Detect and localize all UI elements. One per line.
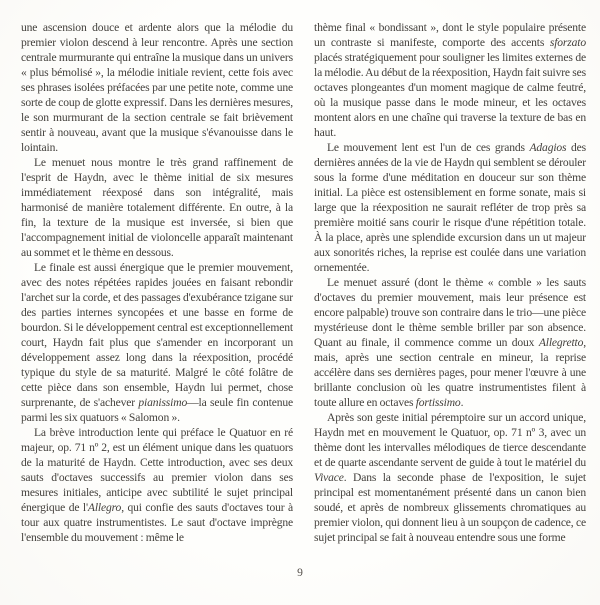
paragraph: [314, 275, 586, 410]
musical-term: Allegretto: [538, 336, 584, 349]
paragraph: [21, 425, 293, 545]
body-text: La brève introduction lente qui préface le Quatuor en ré majeur, op. 71 nº 2, est un élément unique dans les quatuors de la maturité de Haydn. Cette introduction, avec ses deux sauts d'octaves successifs au premier violon dans ses mesures initiales, anticipe avec subtilité le sujet principal énergique de l': [21, 426, 293, 514]
body-text: placés stratégiquement pour souligner les limites externes de la mélodie. Au début de la réexposition, Haydn fait suivre ses octaves plongeantes d'un moment magique de calme feutré, où la musique passe dans le mode mineur, et les octaves montent alors en une chaîne qui traverse la texture de bas en haut.: [314, 51, 586, 139]
paragraph: [21, 20, 293, 155]
body-text: thème final « bondissant », dont le style populaire présente un contraste si manifeste, comporte des accents: [314, 21, 586, 49]
page-number: 9: [297, 567, 303, 579]
body-text: Le mouvement lent est l'un de ces grands: [327, 141, 530, 154]
musical-term: Allegro: [87, 501, 122, 514]
paragraph: [21, 155, 293, 260]
body-text: Le menuet assuré (dont le thème « comble » les sauts d'octaves du premier mouvement, mais leur présence est encore palpable) trouve son contraire dans le trio—une pièce mystérieuse dont le thème semble briller par son absence. Quant au finale, il commence comme un doux: [314, 276, 586, 349]
text-columns: [21, 20, 587, 568]
musical-term: Vivace: [314, 471, 344, 484]
paragraph: [21, 260, 293, 425]
body-text: —la seule fin contenue parmi les six quatuors « Salomon ».: [21, 396, 294, 424]
paragraph: [314, 20, 586, 140]
body-text: . Dans la seconde phase de l'exposition, le sujet principal est momentanément présenté dans un canon bien soudé, et après de nombreux glissements chromatiques au premier violon, qui donnent lieu à un soupçon de cadence, ce sujet principal se fait à nouveau entendre sous une forme: [314, 471, 586, 544]
paragraph: [314, 410, 586, 545]
paragraph: [314, 140, 586, 275]
body-text: Après son geste initial péremptoire sur un accord unique, Haydn met en mouvement le Quatuor, op. 71 nº 3, avec un thème dont les intervalles mélodiques de tierce descendante et de quarte ascendante servent de guide à tout le matériel du: [314, 411, 586, 469]
body-text: une ascension douce et ardente alors que la mélodie du premier violon descend à leur rencontre. Après une section centrale murmurante qui entraîne la musique dans un univers « plus bémolisé », la mélodie initiale revient, cette fois avec ses phrases isolées préfacées par une petite note, comme une sorte de coup de glotte expressif. Dans les dernières mesures, le son murmurant de la section centrale se fait brièvement sentir à nouveau, avant que la musique s'évanouisse dans le lointain.: [21, 21, 293, 154]
body-text: Le menuet nous montre le très grand raffinement de l'esprit de Haydn, avec le thème initial de six mesures immédiatement réexposé dans son intégralité, mais harmonisé de manière totalement différente. En outre, à la fin, la texture de la musique est inversée, si bien que l'accompagnement initial de violoncelle apparaît maintenant au sommet et le thème en dessous.: [21, 156, 293, 259]
body-text: des dernières années de la vie de Haydn qui semblent se dérouler sous la forme d'une méditation en douceur sur son thème initial. La pièce est ostensiblement en forme sonate, mais si large que la réexposition ne saurait refléter de trop près sa première moitié sans courir le risque d'une répétition totale. À la place, après une splendide excursion dans un ut majeur aux sonorités riches, la reprise est coulée dans une variation ornementée.: [314, 141, 587, 274]
text-column-left: [21, 20, 293, 568]
body-text: , mais, après une section centrale en mineur, la reprise accélère dans ses dernières pages, pour mener l'œuvre à une brillante conclusion où les quatre instrumentistes filent à toute allure en octaves: [314, 336, 586, 409]
body-text: .: [460, 396, 464, 409]
musical-term: sforzato: [549, 36, 586, 49]
musical-term: fortissimo: [415, 396, 461, 409]
musical-term: pianissimo: [138, 396, 188, 409]
body-text: Le finale est aussi énergique que le premier mouvement, avec des notes répétées rapides jouées en faisant rebondir l'archet sur la corde, et des passages d'exubérance tzigane sur des parties internes syncopées et une basse en forme de bourdon. Si le développement central est exceptionnellement court, Haydn fait plus que s'amender en incorporant un développement assez long dans la réexposition, procédé typique du style de sa maturité. Malgré le côté folâtre de cette pièce dans son ensemble, Haydn lui permet, chose surprenante, de s'achever: [21, 261, 293, 409]
text-column-right: [314, 20, 586, 568]
body-text: , qui confie des sauts d'octaves tour à tour aux quatre instrumentistes. Le saut d'octave imprègne l'ensemble du mouvement : même le: [21, 501, 293, 544]
musical-term: Adagios: [529, 141, 567, 154]
